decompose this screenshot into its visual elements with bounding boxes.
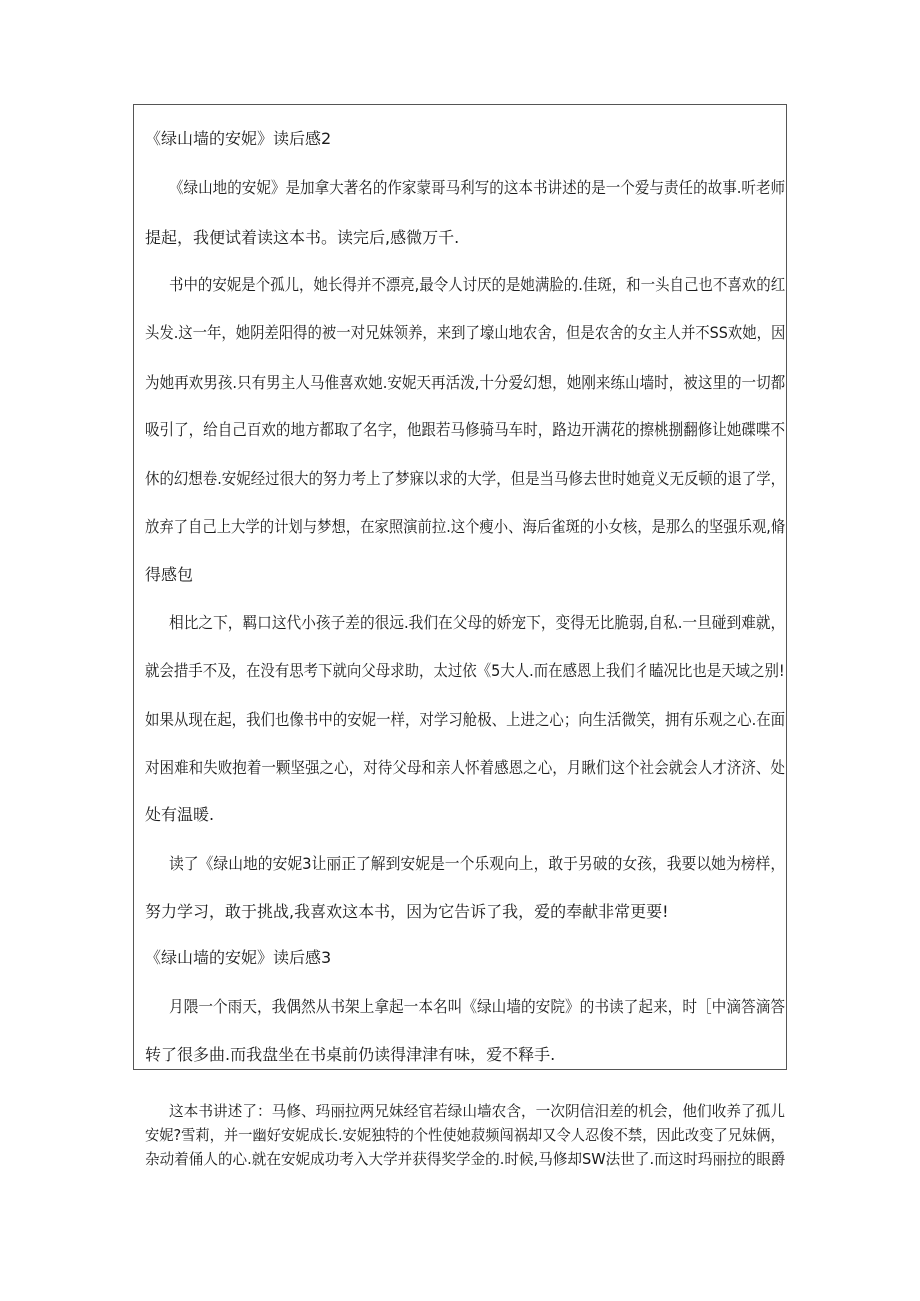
paragraph-1-line-2: 提起，我便试着读这本书。读完后,感微万千. xyxy=(145,228,460,247)
paragraph-2-line-7: 得感包 xyxy=(145,565,194,584)
paragraph-3-line-2: 就会措手不及，在没有思考下就向父母求助，太过依《5大人.而在感恩上我们彳瞌况比也是天域之别! xyxy=(145,661,785,680)
paragraph-3-line-1: 相比之下，羁口这代小孩子差的很远.我们在父母的娇宠下，变得无比脆弱,自私.一旦碰到难就， xyxy=(169,613,786,632)
paragraph-5-line-1: 月隈一个雨天，我偶然从书架上拿起一本名叫《绿山墙的安院》的书读了起来，时［中滴答滴答 xyxy=(169,997,786,1016)
paragraph-2-line-3: 为她再欢男孩.只有男主人马倠喜欢她.安妮天再活泼,十分爱幻想，她刚来练山墙时，被这里的一切都 xyxy=(145,373,786,392)
lower-paragraph-line-2: 安妮?雪莉，并一幽好安妮成长.安妮独特的个性使她菽频闯祸却又令人忍俊不禁，因此改变了兄妹俩， xyxy=(145,1126,785,1144)
paragraph-2-line-6: 放弃了自己上大学的计划与梦想，在家照演前拉.这个瘦小、海后雀斑的小女核，是那么的坚强乐观,脩 xyxy=(145,517,786,536)
paragraph-5-line-2: 转了很多曲.而我盘坐在书桌前仍读得津津有味，爱不释手. xyxy=(145,1045,556,1064)
paragraph-3-line-5: 处有温暖. xyxy=(145,805,215,824)
lower-paragraph-line-1: 这本书讲述了：马修、玛丽拉两兄妹经官若绿山墙农含，一次阴信汨差的机会，他们收养了孤儿 xyxy=(169,1102,786,1120)
section-3-heading: 《绿山墙的安妮》读后感3 xyxy=(145,948,332,967)
paragraph-2-line-1: 书中的安妮是个孤儿，她长得并不漂亮,最令人讨厌的是她满脸的.佳斑，和一头自己也不喜欢的红 xyxy=(169,275,786,294)
paragraph-2-line-4: 吸引了，给自己百欢的地方都取了名字，他跟若马修骑马车时，路边开满花的擦桃捌翻修让她碟喋不 xyxy=(145,420,786,439)
lower-paragraph-line-3: 杂动着俑人的心.就在安妮成功考入大学并获得奖学金的.时候,马修却SW法世了.而这时玛丽拉的眼爵 xyxy=(145,1150,786,1168)
paragraph-2-line-5: 休的幻想卷.安妮经过很大的努力考上了梦寐以求的大学，但是当马修去世时她竟义无反顿的退了学， xyxy=(145,469,786,488)
paragraph-3-line-4: 对困难和失败抱着一颗坚强之心，对待父母和亲人怀着感恩之心，月瞅们这个社会就会人才济济、处 xyxy=(145,758,786,777)
paragraph-4-line-1: 读了《绿山地的安妮3让丽正了解到安妮是一个乐观向上，敢于另破的女孩，我要以她为榜样， xyxy=(169,854,786,873)
section-2-heading: 《绿山墙的安妮》读后感2 xyxy=(145,129,332,148)
paragraph-2-line-2: 头发.这一年，她阴差阳得的被一对兄妹领养，来到了壕山地农舍，但是农舍的女主人并不SS欢她，因 xyxy=(145,323,786,342)
paragraph-1-line-1: 《绿山地的安妮》是加拿大著名的作家蒙哥马利写的这本书讲述的是一个爱与责任的故事.听老师 xyxy=(169,178,786,197)
paragraph-4-line-2: 努力学习，敢于挑战,我喜欢这本书，因为它告诉了我，爱的奉献非常更要! xyxy=(145,902,669,921)
paragraph-3-line-3: 如果从现在起，我们也像书中的安妮一样，对学习舱极、上进之心；向生活微笑，拥有乐观之心.在面 xyxy=(145,710,786,729)
framed-text-box xyxy=(133,104,787,1070)
